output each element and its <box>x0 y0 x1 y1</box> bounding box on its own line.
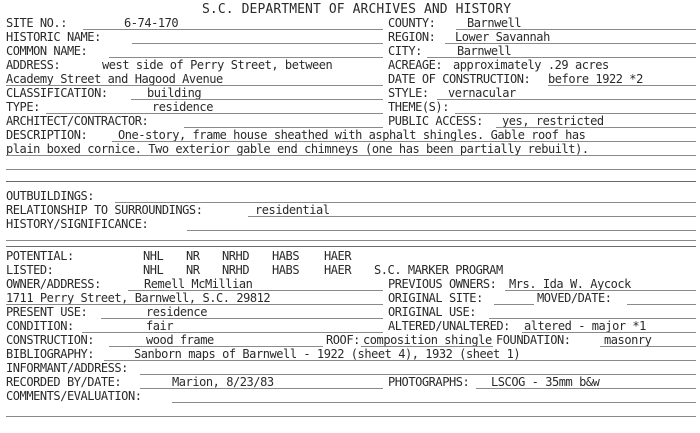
recorded-value: Marion, 8/23/83 <box>172 375 274 389</box>
previous-owners-label: PREVIOUS OWNERS: <box>388 277 497 291</box>
potential-nr: NR <box>186 249 200 263</box>
city-underline <box>427 57 696 58</box>
site-no-value: 6-74-170 <box>124 16 179 30</box>
section-divider <box>6 246 696 247</box>
style-label: STYLE: <box>388 86 429 100</box>
comments-label: COMMENTS/EVALUATION: <box>6 389 142 403</box>
site-no-underline <box>83 29 383 30</box>
bibliography-underline <box>104 360 696 361</box>
county-label: COUNTY: <box>388 16 436 30</box>
classification-underline <box>131 99 383 100</box>
address-underline <box>6 85 383 86</box>
description-underline-2 <box>6 155 696 156</box>
city-value: Barnwell <box>457 44 512 58</box>
public-access-value: yes, restricted <box>502 114 604 128</box>
address-label: ADDRESS: <box>6 58 61 72</box>
address-line2-value: Academy Street and Hagood Avenue <box>6 72 223 86</box>
site-no-label: SITE NO.: <box>6 16 67 30</box>
owner-address-value: 1711 Perry Street, Barnwell, S.C. 29812 <box>6 291 271 305</box>
type-value: residence <box>152 100 213 114</box>
architect-label: ARCHITECT/CONTRACTOR: <box>6 114 149 128</box>
comments-underline-1 <box>172 402 696 403</box>
historic-name-label: HISTORIC NAME: <box>6 30 101 44</box>
condition-value: fair <box>146 319 174 333</box>
previous-owners-value: Mrs. Ida W. Aycock <box>509 277 631 291</box>
recorded-underline <box>140 388 383 389</box>
owner-label: OWNER/ADDRESS: <box>6 277 101 291</box>
foundation-underline <box>600 346 696 347</box>
potential-habs: HABS <box>272 249 300 263</box>
photographs-label: PHOTOGRAPHS: <box>388 375 470 389</box>
original-site-underline <box>494 304 534 305</box>
marker-program-label: S.C. MARKER PROGRAM <box>374 263 503 277</box>
construction-value: wood frame <box>146 333 214 347</box>
section-divider <box>6 181 696 182</box>
type-underline <box>46 113 383 114</box>
original-site-label: ORIGINAL SITE: <box>388 291 483 305</box>
description-underline-1 <box>112 141 696 142</box>
classification-value: building <box>147 86 202 100</box>
foundation-value: masonry <box>604 333 652 347</box>
theme-label: THEME(S): <box>388 100 449 114</box>
theme-underline <box>455 113 696 114</box>
history-underline-1 <box>187 230 696 231</box>
type-label: TYPE: <box>6 100 40 114</box>
relationship-value: residential <box>255 203 330 217</box>
potential-haer: HAER <box>324 249 352 263</box>
history-underline-2 <box>6 240 696 241</box>
form-header: S.C. DEPARTMENT OF ARCHIVES AND HISTORY <box>202 2 512 17</box>
region-underline <box>445 43 696 44</box>
style-underline <box>437 99 696 100</box>
potential-nhl: NHL <box>143 249 164 263</box>
style-value: vernacular <box>448 86 516 100</box>
date-construction-label: DATE OF CONSTRUCTION: <box>388 72 531 86</box>
region-value: Lower Savannah <box>455 30 550 44</box>
bibliography-label: BIBLIOGRAPHY: <box>6 347 95 361</box>
present-use-value: residence <box>146 305 207 319</box>
photographs-value: LSCOG - 35mm b&w <box>491 375 600 389</box>
present-use-label: PRESENT USE: <box>6 305 88 319</box>
informant-label: INFORMANT/ADDRESS: <box>6 361 128 375</box>
classification-label: CLASSIFICATION: <box>6 86 108 100</box>
roof-label: ROOF: <box>326 333 360 347</box>
foundation-label: FOUNDATION: <box>496 333 571 347</box>
city-label: CITY: <box>388 44 422 58</box>
common-name-label: COMMON NAME: <box>6 44 88 58</box>
description-label: DESCRIPTION: <box>6 128 88 142</box>
date-construction-underline <box>548 85 696 86</box>
bibliography-value: Sanborn maps of Barnwell - 1922 (sheet 4), 1932 (sheet 1) <box>134 347 521 361</box>
acreage-value: approximately .29 acres <box>453 58 609 72</box>
condition-label: CONDITION: <box>6 319 74 333</box>
county-underline <box>456 29 696 30</box>
description-underline-3 <box>6 169 696 170</box>
listed-habs: HABS <box>272 263 300 277</box>
region-label: REGION: <box>388 30 436 44</box>
listed-nr: NR <box>186 263 200 277</box>
construction-label: CONSTRUCTION: <box>6 333 95 347</box>
listed-nhl: NHL <box>143 263 164 277</box>
recorded-label: RECORDED BY/DATE: <box>6 375 122 389</box>
owner-name-value: Remell McMillian <box>144 277 253 291</box>
comments-underline-2 <box>6 416 696 417</box>
moved-date-label: MOVED/DATE: <box>537 291 612 305</box>
common-name-underline <box>109 57 383 58</box>
present-use-underline <box>101 318 383 319</box>
altered-label: ALTERED/UNALTERED: <box>388 319 510 333</box>
address-line1-value: west side of Perry Street, between <box>102 58 333 72</box>
description-line1: One-story, frame house sheathed with asphalt shingles. Gable roof has <box>118 128 586 142</box>
history-label: HISTORY/SIGNIFICANCE: <box>6 217 149 231</box>
roof-value: composition shingle <box>363 333 492 347</box>
historic-name-underline <box>132 43 383 44</box>
listed-label: LISTED: <box>6 263 54 277</box>
outbuildings-label: OUTBUILDINGS: <box>6 189 95 203</box>
listed-nrhd: NRHD <box>222 263 250 277</box>
photographs-underline <box>476 388 696 389</box>
county-value: Barnwell <box>467 16 522 30</box>
acreage-label: ACREAGE: <box>388 58 443 72</box>
moved-date-underline <box>627 304 696 305</box>
description-line2: plain boxed cornice. Two exterior gable end chimneys (one has been partially rebuilt). <box>6 142 589 156</box>
relationship-label: RELATIONSHIP TO SURROUNDINGS: <box>6 203 203 217</box>
architect-underline <box>184 127 383 128</box>
outbuildings-underline <box>115 202 696 203</box>
altered-value: altered - major *1 <box>524 319 646 333</box>
potential-label: POTENTIAL: <box>6 249 74 263</box>
public-access-label: PUBLIC ACCESS: <box>388 114 483 128</box>
original-use-label: ORIGINAL USE: <box>388 305 477 319</box>
listed-haer: HAER <box>324 263 352 277</box>
date-construction-value: before 1922 *2 <box>548 72 643 86</box>
potential-nrhd: NRHD <box>222 249 250 263</box>
public-access-underline <box>496 127 696 128</box>
relationship-underline <box>248 216 696 217</box>
